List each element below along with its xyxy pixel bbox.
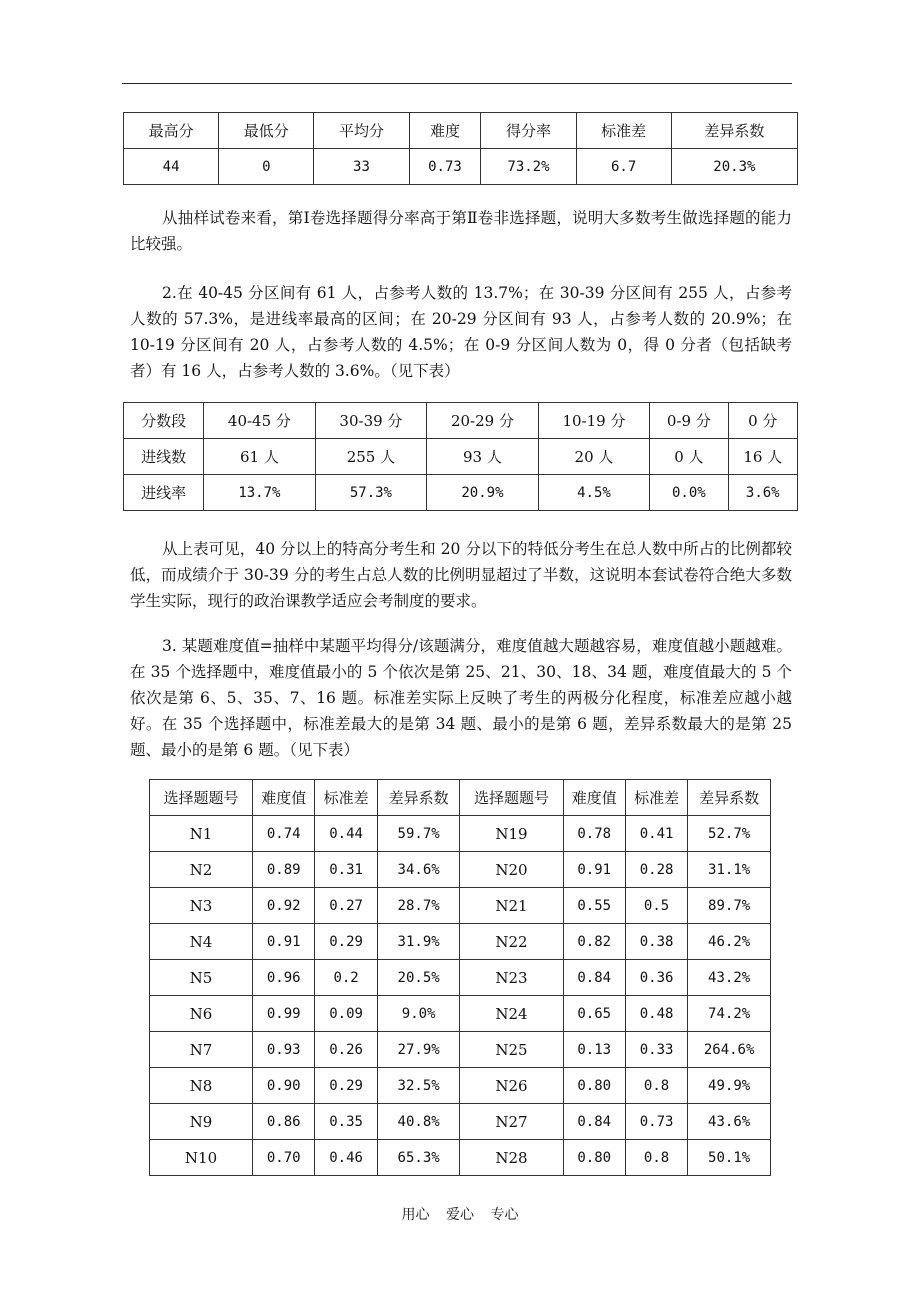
table-cell: 0.84 (563, 960, 625, 996)
question-id-cell: N3 (150, 888, 253, 924)
question-id-cell: N20 (460, 852, 563, 888)
question-stats-table (149, 779, 771, 1176)
table-cell: 0.65 (563, 996, 625, 1032)
question-id-cell: N25 (460, 1032, 563, 1068)
table-cell: 93 人 (427, 439, 539, 475)
table-cell: 0.93 (253, 1032, 315, 1068)
question-stats-body (150, 780, 771, 1176)
question-id-cell: N7 (150, 1032, 253, 1068)
score-band-table (123, 402, 798, 511)
question-id-cell: N24 (460, 996, 563, 1032)
table-cell: 59.7% (377, 816, 460, 852)
table-row (124, 475, 798, 511)
table-header-cell: 0 分 (728, 403, 798, 439)
summary-table (123, 112, 798, 185)
table-cell: 0.99 (253, 996, 315, 1032)
table-header-cell: 差异系数 (688, 780, 771, 816)
question-id-cell: N22 (460, 924, 563, 960)
table-row (150, 1068, 771, 1104)
table-row (150, 816, 771, 852)
table-cell: 20 人 (538, 439, 650, 475)
table-cell: 0.82 (563, 924, 625, 960)
table-cell: 20.9% (427, 475, 539, 511)
table-cell: 0.48 (625, 996, 687, 1032)
table-cell: 0.2 (315, 960, 377, 996)
table-row (150, 1032, 771, 1068)
table-header-cell: 选择题题号 (150, 780, 253, 816)
paragraph-choice-vs-nonchoice: 从抽样试卷来看，第Ⅰ卷选择题得分率高于第Ⅱ卷非选择题，说明大多数考生做选择题的能力比较强。 (130, 209, 792, 253)
table-row (150, 1140, 771, 1176)
table-header-row (150, 780, 771, 816)
table-cell: 0.27 (315, 888, 377, 924)
question-id-cell: N10 (150, 1140, 253, 1176)
table-row (150, 852, 771, 888)
table-row (150, 960, 771, 996)
table-header-cell: 0-9 分 (650, 403, 728, 439)
table-header-cell: 难度 (409, 113, 481, 149)
table-cell: 0.73 (409, 149, 481, 185)
table-cell: 0.96 (253, 960, 315, 996)
question-id-cell: N9 (150, 1104, 253, 1140)
table-cell: 264.6% (688, 1032, 771, 1068)
table-cell: 3.6% (728, 475, 798, 511)
table-cell: 31.9% (377, 924, 460, 960)
table-cell: 0.09 (315, 996, 377, 1032)
table-cell: 0.92 (253, 888, 315, 924)
table-cell: 0.8 (625, 1140, 687, 1176)
table-cell: 13.7% (204, 475, 316, 511)
table-header-row (124, 113, 798, 149)
table-cell: 0.74 (253, 816, 315, 852)
row-label: 进线数 (124, 439, 204, 475)
table-row (150, 996, 771, 1032)
table-cell: 255 人 (315, 439, 427, 475)
table-cell: 0.70 (253, 1140, 315, 1176)
table-cell: 0.90 (253, 1068, 315, 1104)
table-cell: 0.44 (315, 816, 377, 852)
table-header-cell: 平均分 (314, 113, 409, 149)
question-id-cell: N4 (150, 924, 253, 960)
table-cell: 16 人 (728, 439, 798, 475)
table-cell: 0.31 (315, 852, 377, 888)
table-row (124, 149, 798, 185)
paragraph-score-distribution: 2.在 40-45 分区间有 61 人，占参考人数的 13.7%；在 30-39 分区间有 255 人，占参考人数的 57.3%，是进线率最高的区间；在 20-29 分区间有 93 人，占参考人数的 20.9%；在 10-19 分区间有 20 人，占参考人数的 4.5%；在 0-9 分区间人数为 0，得 0 分者（包括缺考者）有 16 人，占参考人数的 3.6%。（见下表） (130, 284, 792, 380)
table-cell: 57.3% (315, 475, 427, 511)
table-cell: 49.9% (688, 1068, 771, 1104)
table-header-cell: 10-19 分 (538, 403, 650, 439)
table-header-cell: 差异系数 (377, 780, 460, 816)
table-header-cell: 标准差 (315, 780, 377, 816)
question-id-cell: N8 (150, 1068, 253, 1104)
table-cell: 0.78 (563, 816, 625, 852)
table-cell: 61 人 (204, 439, 316, 475)
table-cell: 65.3% (377, 1140, 460, 1176)
question-id-cell: N23 (460, 960, 563, 996)
table-cell: 0.80 (563, 1140, 625, 1176)
question-id-cell: N6 (150, 996, 253, 1032)
question-id-cell: N26 (460, 1068, 563, 1104)
table-cell: 50.1% (688, 1140, 771, 1176)
table-cell: 0.80 (563, 1068, 625, 1104)
paragraph-difficulty-definition: 3. 某题难度值=抽样中某题平均得分/该题满分，难度值越大题越容易，难度值越小题越难。在 35 个选择题中，难度值最小的 5 个依次是第 25、21、30、18、34 题，难度值最大的 5 个依次是第 6、5、35、7、16 题。标准差实际上反映了考生的两极分化程度，标准差应越小越好。在 35 个选择题中，标准差最大的是第 34 题、最小的是第 6 题，差异系数最大的是第 25 题、最小的是第 6 题。（见下表） (130, 637, 792, 759)
table-header-cell: 20-29 分 (427, 403, 539, 439)
table-cell: 0.55 (563, 888, 625, 924)
paragraph-table-analysis: 从上表可见，40 分以上的特高分考生和 20 分以下的特低分考生在总人数中所占的比例都较低，而成绩介于 30-39 分的考生占总人数的比例明显超过了半数，这说明本套试卷符合绝大多数学生实际，现行的政治课教学适应会考制度的要求。 (130, 540, 792, 610)
table-row (150, 1104, 771, 1140)
table-cell: 52.7% (688, 816, 771, 852)
table-row (150, 888, 771, 924)
table-cell: 20.3% (671, 149, 797, 185)
table-cell: 28.7% (377, 888, 460, 924)
table-row (150, 924, 771, 960)
table-row (124, 439, 798, 475)
table-cell: 0.29 (315, 924, 377, 960)
table-cell: 0.38 (625, 924, 687, 960)
table-header-cell: 标准差 (625, 780, 687, 816)
question-id-cell: N28 (460, 1140, 563, 1176)
page-footer: 用心 爱心 专心 (401, 1207, 519, 1223)
question-id-cell: N27 (460, 1104, 563, 1140)
table-cell: 0.8 (625, 1068, 687, 1104)
table-cell: 43.6% (688, 1104, 771, 1140)
table-cell: 0.5 (625, 888, 687, 924)
table-header-cell: 分数段 (124, 403, 204, 439)
table-cell: 34.6% (377, 852, 460, 888)
table-cell: 0.73 (625, 1104, 687, 1140)
table-header-cell: 选择题题号 (460, 780, 563, 816)
table-cell: 4.5% (538, 475, 650, 511)
table-cell: 0.91 (563, 852, 625, 888)
table-cell: 0.46 (315, 1140, 377, 1176)
table-cell: 73.2% (481, 149, 576, 185)
table-cell: 0.36 (625, 960, 687, 996)
table-cell: 0.41 (625, 816, 687, 852)
table-header-cell: 标准差 (576, 113, 671, 149)
table-header-cell: 难度值 (253, 780, 315, 816)
table-cell: 44 (124, 149, 219, 185)
table-cell: 0 (219, 149, 314, 185)
table-cell: 27.9% (377, 1032, 460, 1068)
table-cell: 46.2% (688, 924, 771, 960)
table-cell: 0.29 (315, 1068, 377, 1104)
table-cell: 6.7 (576, 149, 671, 185)
table-header-cell: 得分率 (481, 113, 576, 149)
table-header-cell: 最高分 (124, 113, 219, 149)
table-cell: 33 (314, 149, 409, 185)
table-cell: 0.89 (253, 852, 315, 888)
table-cell: 74.2% (688, 996, 771, 1032)
header-rule (122, 83, 792, 84)
table-cell: 0 人 (650, 439, 728, 475)
table-cell: 0.0% (650, 475, 728, 511)
table-cell: 31.1% (688, 852, 771, 888)
table-header-cell: 最低分 (219, 113, 314, 149)
table-cell: 0.35 (315, 1104, 377, 1140)
table-header-cell: 40-45 分 (204, 403, 316, 439)
question-id-cell: N2 (150, 852, 253, 888)
table-cell: 0.26 (315, 1032, 377, 1068)
table-header-cell: 差异系数 (671, 113, 797, 149)
table-cell: 0.28 (625, 852, 687, 888)
table-header-row (124, 403, 798, 439)
table-header-cell: 30-39 分 (315, 403, 427, 439)
row-label: 进线率 (124, 475, 204, 511)
table-cell: 40.8% (377, 1104, 460, 1140)
table-cell: 0.84 (563, 1104, 625, 1140)
question-id-cell: N19 (460, 816, 563, 852)
question-id-cell: N1 (150, 816, 253, 852)
table-cell: 0.33 (625, 1032, 687, 1068)
table-cell: 0.91 (253, 924, 315, 960)
table-cell: 89.7% (688, 888, 771, 924)
table-cell: 0.86 (253, 1104, 315, 1140)
table-cell: 32.5% (377, 1068, 460, 1104)
question-id-cell: N5 (150, 960, 253, 996)
table-cell: 43.2% (688, 960, 771, 996)
table-cell: 9.0% (377, 996, 460, 1032)
table-cell: 0.13 (563, 1032, 625, 1068)
question-id-cell: N21 (460, 888, 563, 924)
table-header-cell: 难度值 (563, 780, 625, 816)
table-cell: 20.5% (377, 960, 460, 996)
